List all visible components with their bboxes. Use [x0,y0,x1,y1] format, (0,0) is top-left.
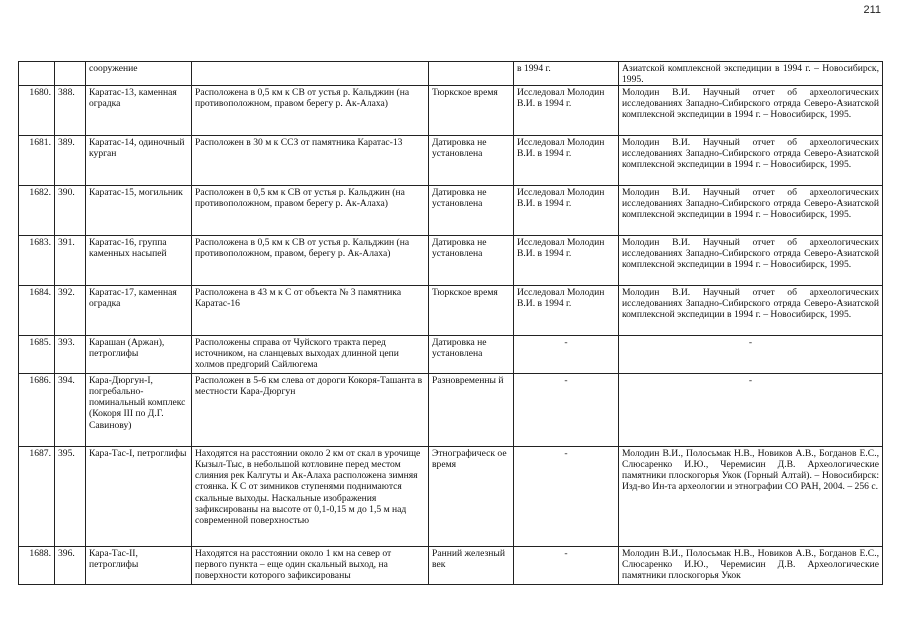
district-number-cell: 395. [55,447,86,547]
registry-number-cell: 1684. [19,286,55,336]
registry-number-cell: 1687. [19,447,55,547]
table-row [19,547,883,585]
source-cell: - [619,336,883,374]
site-name-cell: Каратас-14, одиночный курган [86,136,192,186]
site-name-cell: Кара-Дюргун-I, погребально-поминальный комплекс (Кокоря III по Д.Г. Савинову) [86,374,192,447]
research-cell: Исследовал Молодин В.И. в 1994 г. [514,186,619,236]
source-cell: Молодин В.И. Научный отчет об археологических исследованиях Западно-Сибирского отряда Северо-Азиатской комплексной экспедиции в 1994 г. – Новосибирск, 1995. [619,136,883,186]
district-number-cell: 389. [55,136,86,186]
location-cell: Расположена в 0,5 км к СВ от устья р. Кальджин (на противоположном, правом берегу р. Ак-Алаха) [192,86,429,136]
registry-number-cell: 1682. [19,186,55,236]
location-cell: Находятся на расстоянии около 1 км на север от первого пункта – еще один скальный выход, на поверхности которого зафиксированы [192,547,429,585]
table-row [19,336,883,374]
district-number-cell: 394. [55,374,86,447]
table-row [19,236,883,286]
district-number-cell: 391. [55,236,86,286]
site-name-cell: Карашан (Аржан), петроглифы [86,336,192,374]
dating-cell: Датировка не установлена [429,136,514,186]
table-row [19,86,883,136]
site-name-cell: Кара-Тас-I, петроглифы [86,447,192,547]
location-cell: Расположена в 0,5 км к СВ от устья р. Кальджин (на противоположном, правом, берегу р. Ак-Алаха) [192,236,429,286]
table-row [19,447,883,547]
dating-cell: Датировка не установлена [429,336,514,374]
research-cell: Исследовал Молодин В.И. в 1994 г. [514,86,619,136]
table-row [19,136,883,186]
site-name-cell: Каратас-17, каменная оградка [86,286,192,336]
district-number-cell: 390. [55,186,86,236]
source-cell: Молодин В.И. Научный отчет об археологических исследованиях Западно-Сибирского отряда Северо-Азиатской комплексной экспедиции в 1994 г. – Новосибирск, 1995. [619,236,883,286]
location-cell: Расположен в 30 м к ССЗ от памятника Каратас-13 [192,136,429,186]
source-cell: Молодин В.И. Научный отчет об археологических исследованиях Западно-Сибирского отряда Северо-Азиатской комплексной экспедиции в 1994 г. – Новосибирск, 1995. [619,286,883,336]
research-cell: - [514,374,619,447]
dating-cell: Разновременны й [429,374,514,447]
district-number-cell: 393. [55,336,86,374]
registry-number-cell: 1683. [19,236,55,286]
location-cell [192,62,429,86]
research-cell: в 1994 г. [514,62,619,86]
table-row [19,374,883,447]
source-cell: Молодин В.И., Полосьмак Н.В., Новиков А.В., Богданов Е.С., Слюсаренко И.Ю., Черемисин Д.В. Археологические памятники плоскогорья Укок [619,547,883,585]
site-name-cell: сооружение [86,62,192,86]
site-name-cell: Кара-Тас-II, петроглифы [86,547,192,585]
dating-cell: Датировка не установлена [429,186,514,236]
dating-cell [429,62,514,86]
location-cell: Находятся на расстоянии около 2 км от скал в урочище Кызыл-Тыс, в небольшой котловине перед местом слияния рек Калгуты и Ак-Алаха расположена зимняя стоянка. К С от зимников ступенями поднимаются скальные выходы. Наскальные изображения зафиксированы на высоте от 0,1-0,15 м до 1,5 м над современной поверхностью [192,447,429,547]
research-cell: - [514,547,619,585]
table-row [19,62,883,86]
registry-number-cell: 1681. [19,136,55,186]
research-cell: Исследовал Молодин В.И. в 1994 г. [514,286,619,336]
location-cell: Расположен в 0,5 км к СВ от устья р. Кальджин (на противоположном, правом берегу р. Ак-Алаха) [192,186,429,236]
registry-number-cell: 1686. [19,374,55,447]
registry-number-cell [19,62,55,86]
location-cell: Расположен в 5-6 км слева от дороги Кокоря-Ташанта в местности Кара-Дюргун [192,374,429,447]
research-cell: - [514,336,619,374]
registry-number-cell: 1680. [19,86,55,136]
source-cell: - [619,374,883,447]
district-number-cell: 392. [55,286,86,336]
research-cell: - [514,447,619,547]
dating-cell: Тюркское время [429,286,514,336]
location-cell: Расположена в 43 м к С от объекта № 3 памятника Каратас-16 [192,286,429,336]
source-cell: Молодин В.И., Полосьмак Н.В., Новиков А.В., Богданов Е.С., Слюсаренко И.Ю., Черемисин Д.В. Археологические памятники плоскогорья Укок (Горный Алтай). – Новосибирск: Изд-во Ин-та археологии и этнографии СО РАН, 2004. – 256 с. [619,447,883,547]
dating-cell: Датировка не установлена [429,236,514,286]
table-row [19,186,883,236]
source-cell: Молодин В.И. Научный отчет об археологических исследованиях Западно-Сибирского отряда Северо-Азиатской комплексной экспедиции в 1994 г. – Новосибирск, 1995. [619,186,883,236]
district-number-cell [55,62,86,86]
dating-cell: Тюркское время [429,86,514,136]
district-number-cell: 388. [55,86,86,136]
district-number-cell: 396. [55,547,86,585]
site-name-cell: Каратас-13, каменная оградка [86,86,192,136]
source-cell: Молодин В.И. Научный отчет об археологических исследованиях Западно-Сибирского отряда Северо-Азиатской комплексной экспедиции в 1994 г. – Новосибирск, 1995. [619,86,883,136]
site-registry-table [18,61,883,585]
source-cell: Азиатской комплексной экспедиции в 1994 г. – Новосибирск, 1995. [619,62,883,86]
page-number: 211 [863,4,881,16]
location-cell: Расположены справа от Чуйского тракта перед источником, на сланцевых выходах длинной цепи холмов предгорий Сайлюгема [192,336,429,374]
dating-cell: Этнографическ ое время [429,447,514,547]
research-cell: Исследовал Молодин В.И. в 1994 г. [514,136,619,186]
research-cell: Исследовал Молодин В.И. в 1994 г. [514,236,619,286]
registry-number-cell: 1685. [19,336,55,374]
registry-number-cell: 1688. [19,547,55,585]
site-name-cell: Каратас-16, группа каменных насыпей [86,236,192,286]
dating-cell: Ранний железный век [429,547,514,585]
table-row [19,286,883,336]
site-name-cell: Каратас-15, могильник [86,186,192,236]
